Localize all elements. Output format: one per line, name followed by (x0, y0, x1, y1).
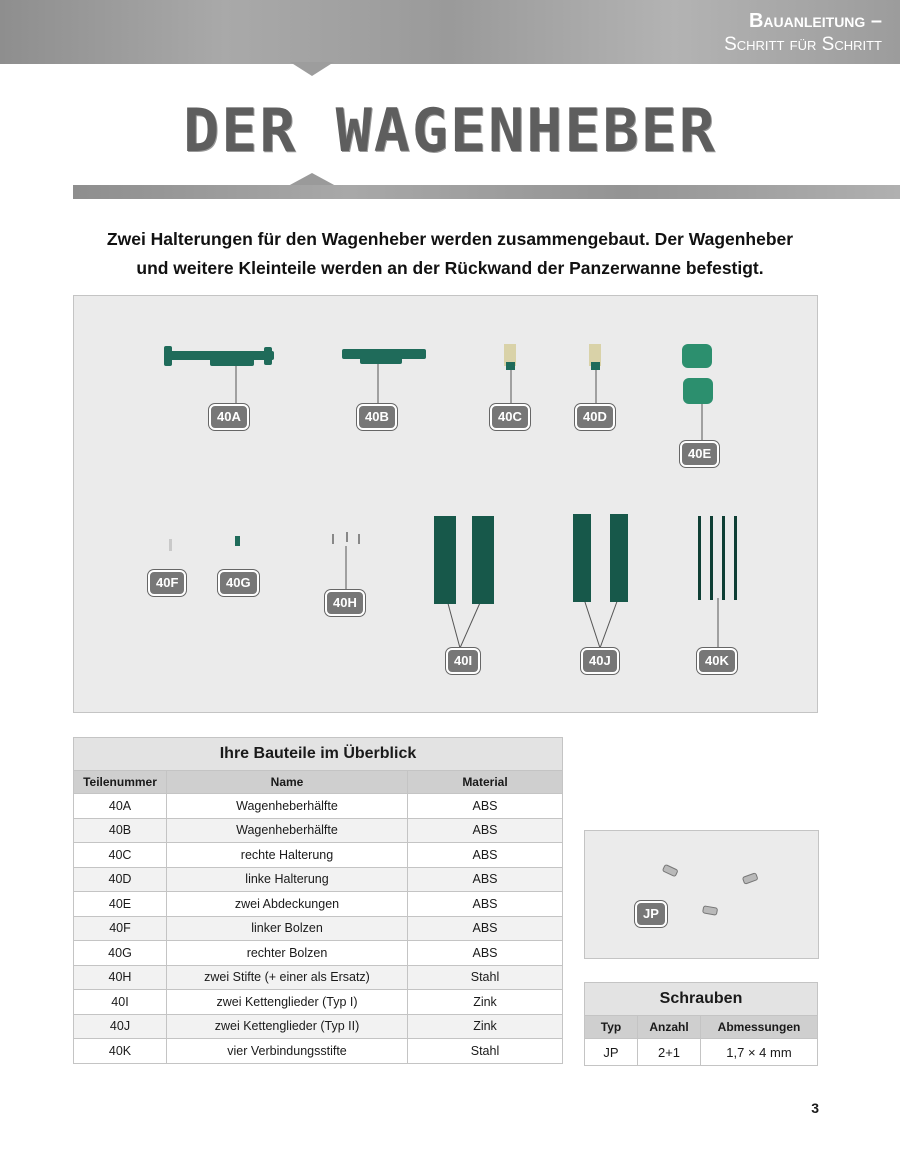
table-row (74, 892, 563, 917)
table-cell: Zink (408, 990, 563, 1015)
table-row (74, 965, 563, 990)
table-cell: 40D (74, 867, 167, 892)
table-cell: JP (585, 1039, 638, 1066)
table-row (74, 794, 563, 819)
table-cell: 40E (74, 892, 167, 917)
part-label-40g: 40G (218, 570, 259, 596)
table-cell: Stahl (408, 965, 563, 990)
table-cell: 40G (74, 941, 167, 966)
column-header-dimensions: Abmessungen (701, 1016, 818, 1039)
intro-line2: und weitere Kleinteile werden an der Rückwand der Panzerwanne befestigt. (136, 258, 764, 278)
table-cell: rechter Bolzen (167, 941, 408, 966)
screws-photo-panel (584, 830, 819, 959)
table-cell: rechte Halterung (167, 843, 408, 868)
table-cell: 1,7 × 4 mm (701, 1039, 818, 1066)
overview-title: Ihre Bauteile im Überblick (74, 738, 563, 771)
table-row (74, 990, 563, 1015)
table-cell: 40F (74, 916, 167, 941)
title-underline-bar (73, 185, 900, 199)
intro-line1: Zwei Halterungen für den Wagenheber werden zusammengebaut. Der Wagenheber (106, 229, 794, 249)
table-cell: 40H (74, 965, 167, 990)
table-cell: 40I (74, 990, 167, 1015)
table-cell: zwei Stifte (+ einer als Ersatz) (167, 965, 408, 990)
column-header-part-number: Teilenummer (74, 771, 167, 794)
table-row (74, 1039, 563, 1064)
table-cell: 40K (74, 1039, 167, 1064)
column-header-type: Typ (585, 1016, 638, 1039)
table-cell: ABS (408, 941, 563, 966)
section-title (724, 9, 882, 57)
column-header-count: Anzahl (638, 1016, 701, 1039)
table-row (74, 818, 563, 843)
table-cell: 40A (74, 794, 167, 819)
column-header-material: Material (408, 771, 563, 794)
table-cell: Stahl (408, 1039, 563, 1064)
table-cell: zwei Kettenglieder (Typ I) (167, 990, 408, 1015)
table-cell: ABS (408, 892, 563, 917)
table-cell: vier Verbindungsstifte (167, 1039, 408, 1064)
part-label-40k: 40K (697, 648, 737, 674)
table-cell: ABS (408, 867, 563, 892)
screw-label-jp: JP (635, 901, 667, 927)
part-label-40c: 40C (490, 404, 530, 430)
part-label-40i: 40I (446, 648, 480, 674)
screws-title: Schrauben (585, 983, 818, 1016)
part-label-40b: 40B (357, 404, 397, 430)
table-row (74, 843, 563, 868)
table-cell: ABS (408, 794, 563, 819)
overview-table-body (74, 794, 563, 1064)
column-header-name: Name (167, 771, 408, 794)
header-notch (290, 62, 334, 76)
section-title-line1: Bauanleitung – (748, 10, 882, 32)
section-title-line2: Schritt für Schritt (724, 34, 882, 55)
table-row (585, 1039, 818, 1066)
table-cell: ABS (408, 843, 563, 868)
table-cell: Wagenheberhälfte (167, 794, 408, 819)
table-row (74, 916, 563, 941)
screws-illustration (585, 831, 818, 958)
screws-table (584, 982, 818, 1066)
part-label-40a: 40A (209, 404, 249, 430)
table-cell: 40J (74, 1014, 167, 1039)
page-number: 3 (811, 1100, 819, 1116)
table-cell: ABS (408, 818, 563, 843)
table-cell: 2+1 (638, 1039, 701, 1066)
table-cell: 40C (74, 843, 167, 868)
intro-text (73, 225, 827, 283)
table-cell: zwei Kettenglieder (Typ II) (167, 1014, 408, 1039)
table-cell: linker Bolzen (167, 916, 408, 941)
table-cell: zwei Abdeckungen (167, 892, 408, 917)
parts-photo-panel (73, 295, 818, 713)
part-label-40f: 40F (148, 570, 186, 596)
part-label-40h: 40H (325, 590, 365, 616)
parts-overview-table (73, 737, 563, 1064)
table-cell: ABS (408, 916, 563, 941)
table-cell: Wagenheberhälfte (167, 818, 408, 843)
part-label-40j: 40J (581, 648, 619, 674)
table-cell: linke Halterung (167, 867, 408, 892)
table-cell: 40B (74, 818, 167, 843)
part-label-40e: 40E (680, 441, 719, 467)
table-row (74, 867, 563, 892)
table-cell: Zink (408, 1014, 563, 1039)
part-label-40d: 40D (575, 404, 615, 430)
page-title: DER WAGENHEBER (183, 96, 717, 166)
table-row (74, 1014, 563, 1039)
table-row (74, 941, 563, 966)
